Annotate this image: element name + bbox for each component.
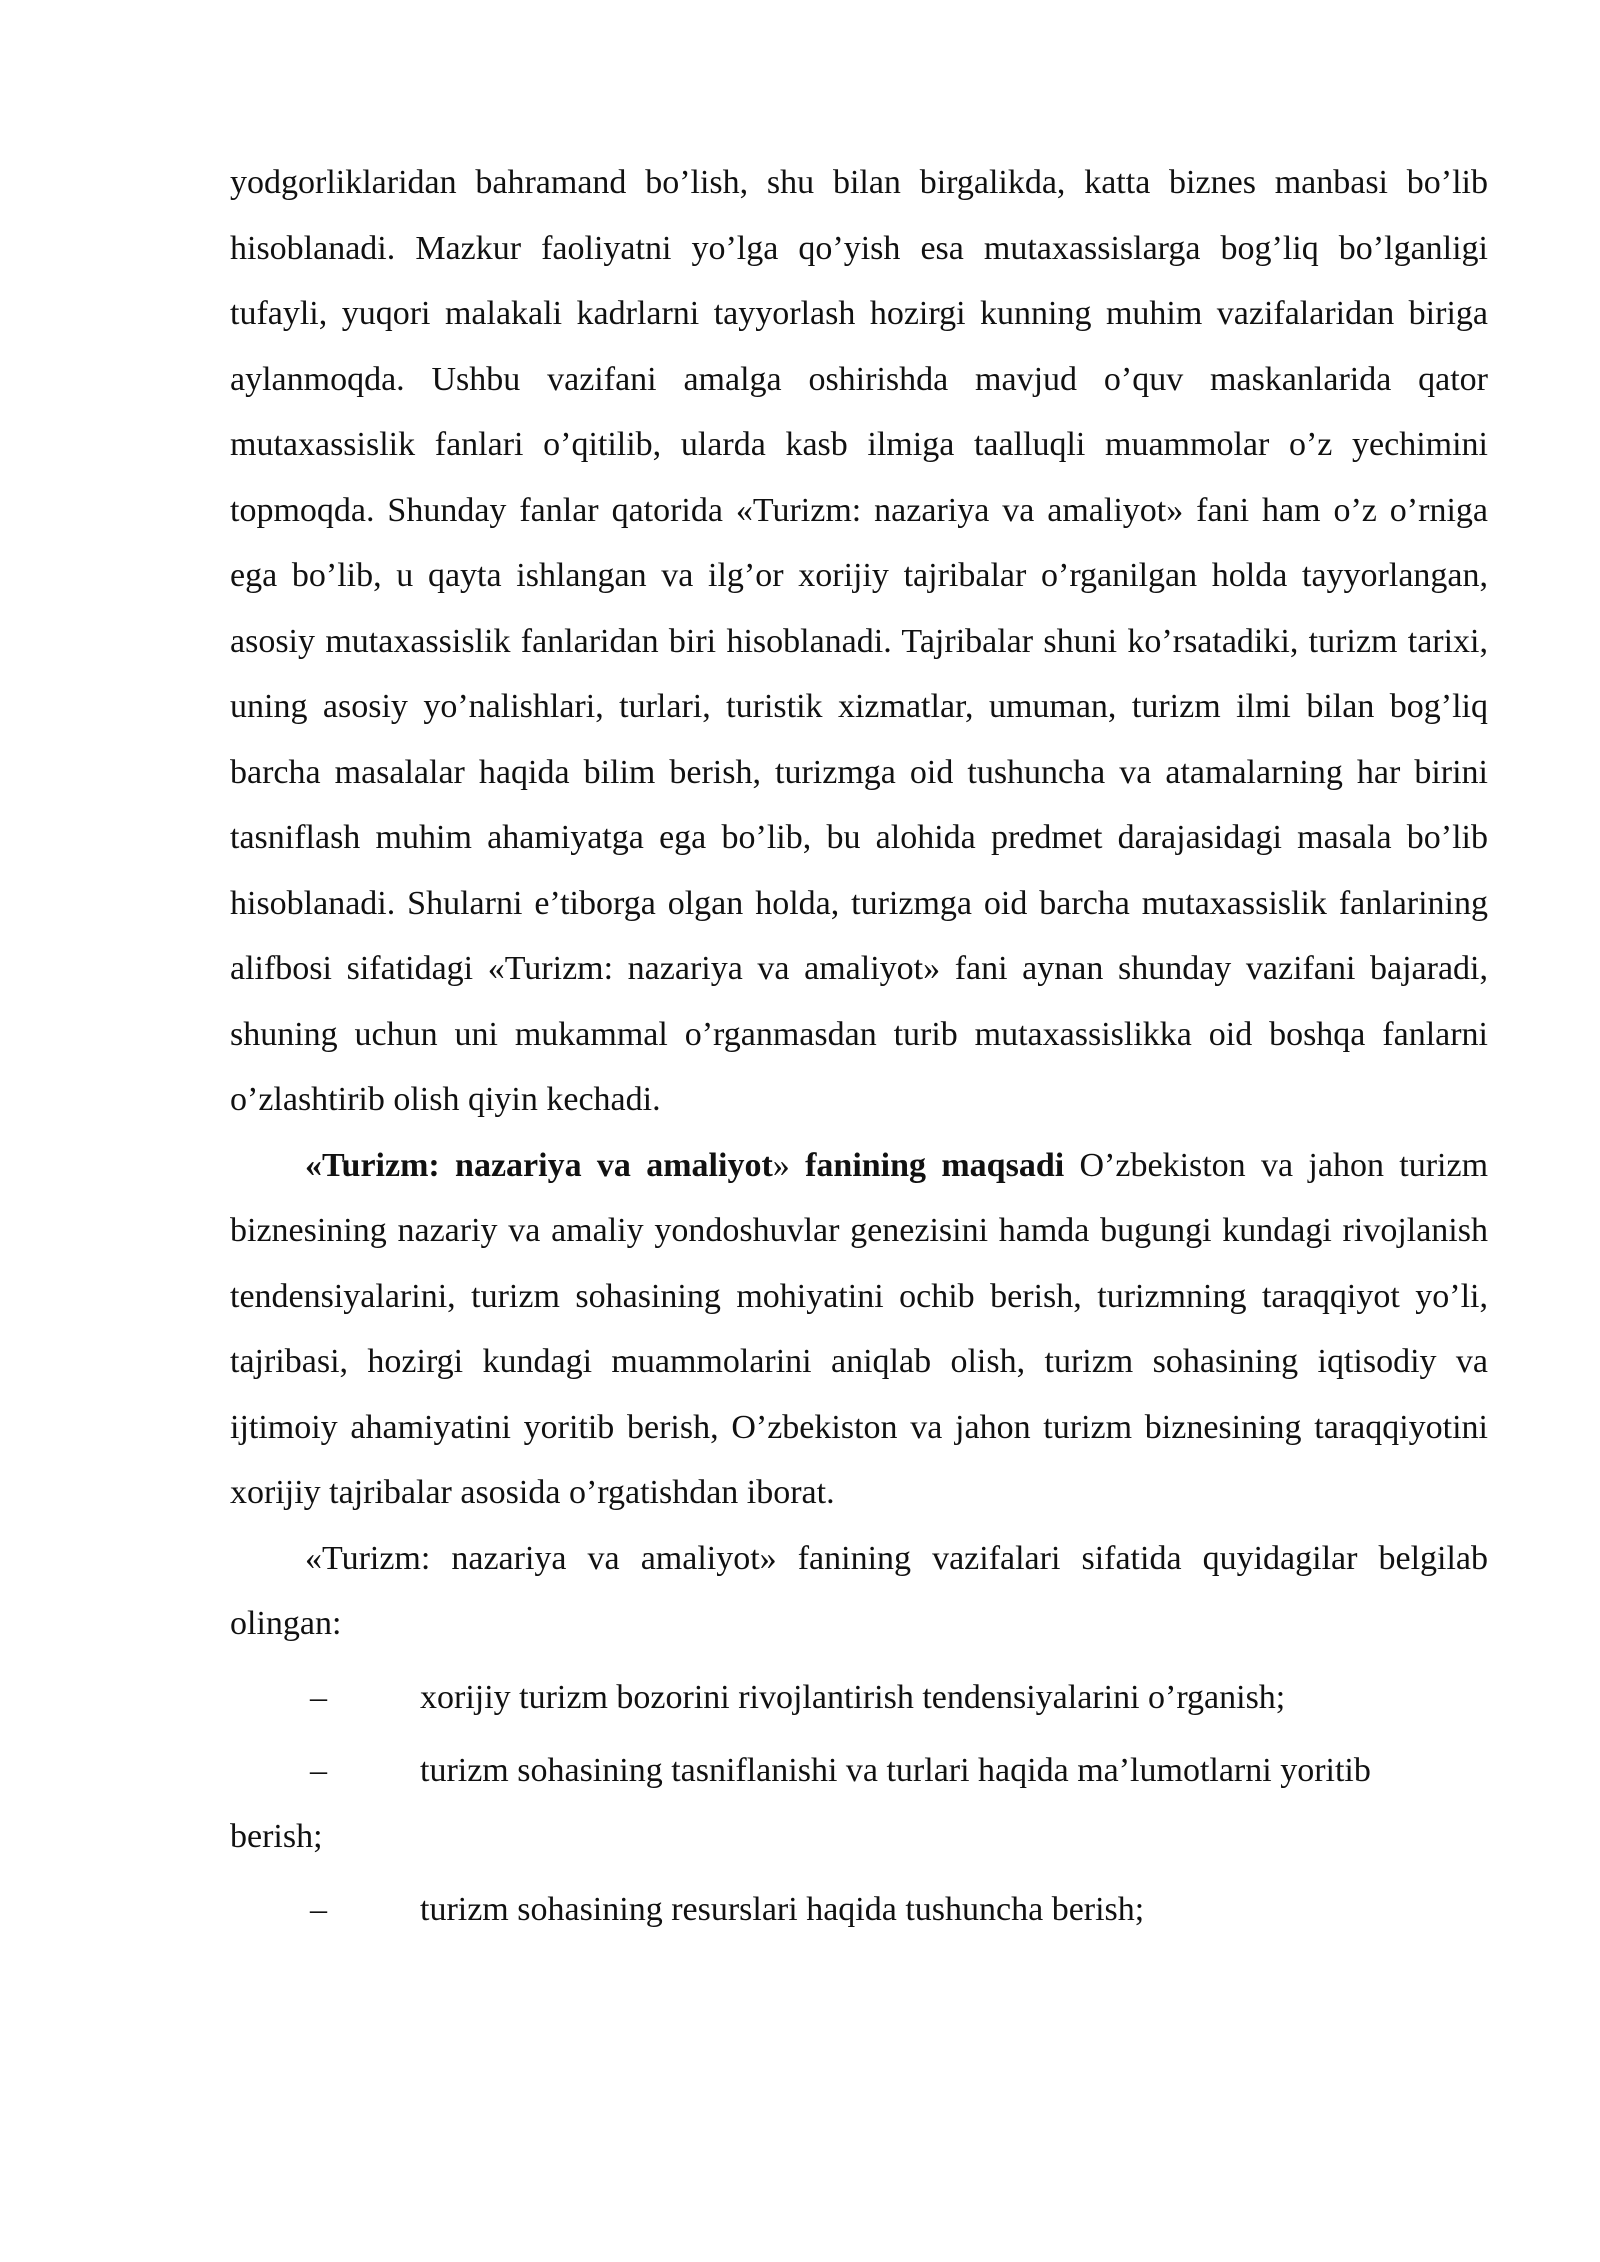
list-item bbox=[230, 1665, 1488, 1731]
paragraph-goal bbox=[230, 1133, 1488, 1526]
goal-title-quote: » bbox=[772, 1146, 806, 1184]
tasks-list bbox=[230, 1665, 1488, 1943]
list-item-text: turizm sohasining tasniflanishi va turlari haqida ma’lumotlarni yoritib bbox=[420, 1752, 1371, 1789]
paragraph-intro: yodgorliklaridan bahramand bo’lish, shu bilan birgalikda, katta biznes manbasi bo’lib hisoblanadi. Mazkur faoliyatni yo’lga qo’yish esa mutaxassislarga bog’liq bo’lganligi tufayli, yuqori malakali kadrlarni tayyorlash hozirgi kunning muhim vazifalaridan biriga aylanmoqda. Ushbu vazifani amalga oshirishda mavjud o’quv maskanlarida qator mutaxassislik fanlari o’qitilib, ularda kasb ilmiga taalluqli muammolar o’z yechimini topmoqda. Shunday fanlar qatorida «Turizm: nazariya va amaliyot» fani ham o’z o’rniga ega bo’lib, u qayta ishlangan va ilg’or xorijiy tajribalar o’rganilgan holda tayyorlangan, asosiy mutaxassislik fanlaridan biri hisoblanadi. Tajribalar shuni ko’rsatadiki, turizm tarixi, uning asosiy yo’nalishlari, turlari, turistik xizmatlar, umuman, turizm ilmi bilan bog’liq barcha masalalar haqida bilim berish, turizmga oid tushuncha va atamalarning har birini tasniflash muhim ahamiyatga ega bo’lib, bu alohida predmet darajasidagi masala bo’lib hisoblanadi. Shularni e’tiborga olgan holda, turizmga oid barcha mutaxassislik fanlarining alifbosi sifatidagi «Turizm: nazariya va amaliyot» fani aynan shunday vazifani bajaradi, shuning uchun uni mukammal o’rganmasdan turib mutaxassislikka oid boshqa fanlarni o’zlashtirib olish qiyin kechadi. bbox=[230, 164, 1488, 1118]
list-item bbox=[230, 1738, 1488, 1804]
list-item-text: xorijiy turizm bozorini rivojlantirish tendensiyalarini o’rganish; bbox=[420, 1678, 1286, 1716]
list-item-continuation: berish; bbox=[230, 1817, 323, 1855]
document-page bbox=[230, 150, 1488, 1943]
goal-keyword-bold: fanining maqsadi bbox=[805, 1146, 1065, 1184]
dash-bullet: – bbox=[310, 1678, 327, 1716]
paragraph-tasks-intro: «Turizm: nazariya va amaliyot» fanining vazifalari sifatida quyidagilar belgilab olingan: bbox=[230, 1539, 1488, 1642]
goal-text: O’zbekiston va jahon turizm biznesining nazariy va amaliy yondoshuvlar genezisini hamda bugungi kundagi rivojlanish tendensiyalarini, turizm sohasining mohiyatini ochib berish, turizmning taraqqiyot yo’li, tajribasi, hozirgi kundagi muammolarini aniqlab olish, turizm sohasining iqtisodiy va ijtimoiy ahamiyatini yoritib berish, O’zbekiston va jahon turizm biznesining taraqqiyotini xorijiy tajribalar asosida o’rgatishdan iborat. bbox=[230, 1146, 1489, 1511]
list-item bbox=[230, 1877, 1488, 1943]
goal-title-bold: «Turizm: nazariya va amaliyot bbox=[305, 1146, 773, 1184]
list-item-text: turizm sohasining resurslari haqida tushuncha berish; bbox=[420, 1891, 1145, 1928]
dash-bullet: – bbox=[310, 1752, 327, 1789]
dash-bullet: – bbox=[310, 1891, 327, 1928]
